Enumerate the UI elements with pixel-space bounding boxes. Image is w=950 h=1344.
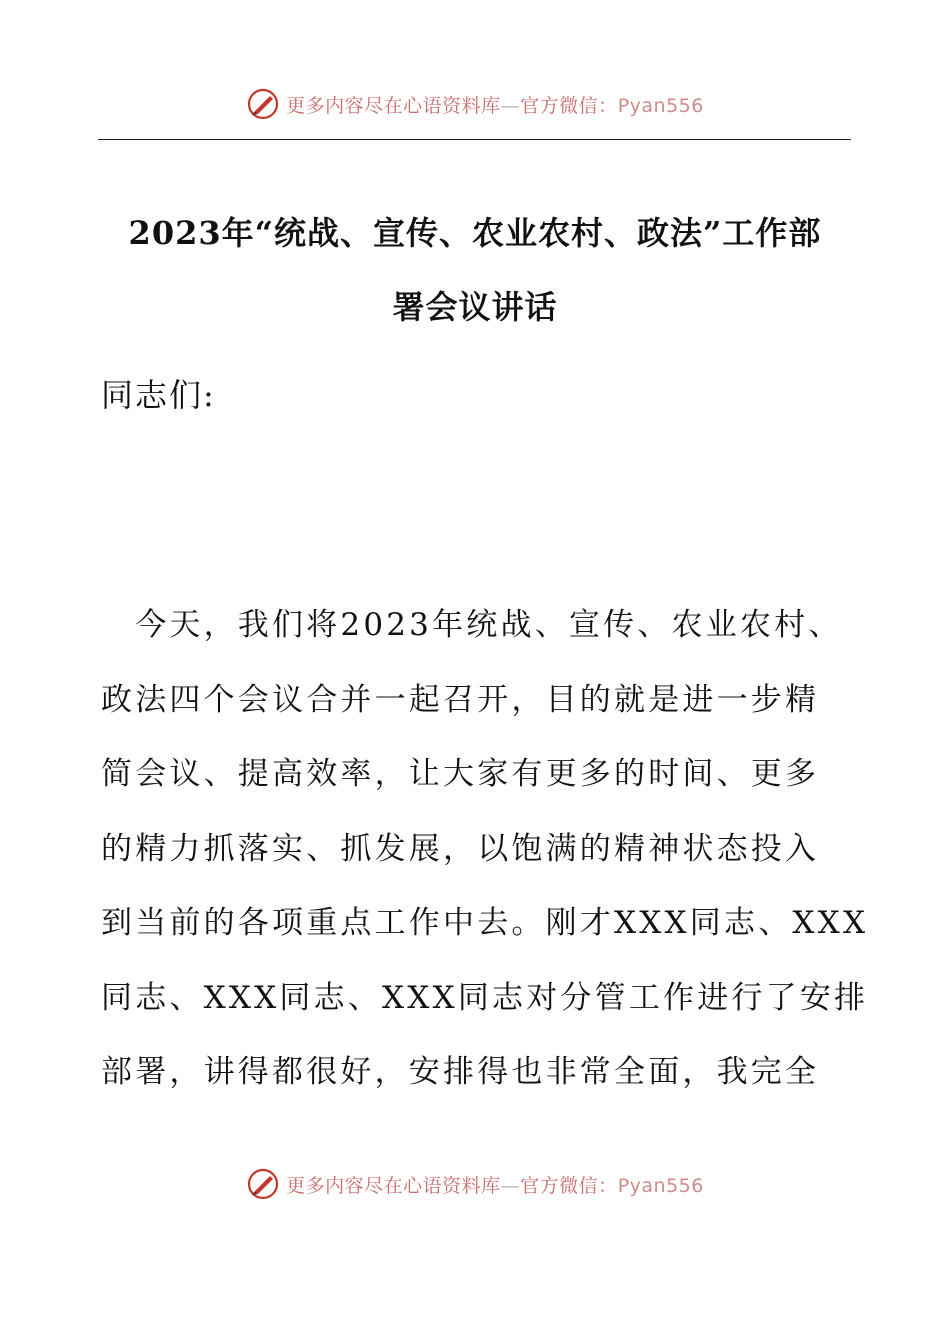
watermark-header [0,84,950,124]
title-line-1: 2023年“统战、宣传、农业农村、政法”工作部 [128,214,822,252]
body-paragraph [101,588,881,1110]
body-line: 到当前的各项重点工作中去。刚才XXX同志、XXX [101,905,869,941]
body-line: 部署，讲得都很好，安排得也非常全面，我完全 [101,1054,820,1090]
body-line: 简会议、提高效率，让大家有更多的时间、更多 [101,756,820,792]
watermark-footer [0,1164,950,1204]
header-divider [98,139,851,140]
body-line: 同志、XXX同志、XXX同志对分管工作进行了安排 [101,979,869,1016]
body-line: 政法四个会议合并一起召开，目的就是进一步精 [101,681,820,718]
pen-logo-icon [246,1167,280,1201]
document-title [100,196,850,344]
pen-logo-icon [246,87,280,121]
watermark-text: 更多内容尽在心语资料库—官方微信：Pyan556 [286,1174,704,1197]
title-line-2: 署会议讲话 [392,288,558,326]
watermark-text: 更多内容尽在心语资料库—官方微信：Pyan556 [286,94,704,117]
body-line: 的精力抓落实、抓发展，以饱满的精神状态投入 [101,830,820,867]
body-line: 今天，我们将2023年统战、宣传、农业农村、 [101,607,843,643]
greeting: 同志们: [101,376,216,414]
